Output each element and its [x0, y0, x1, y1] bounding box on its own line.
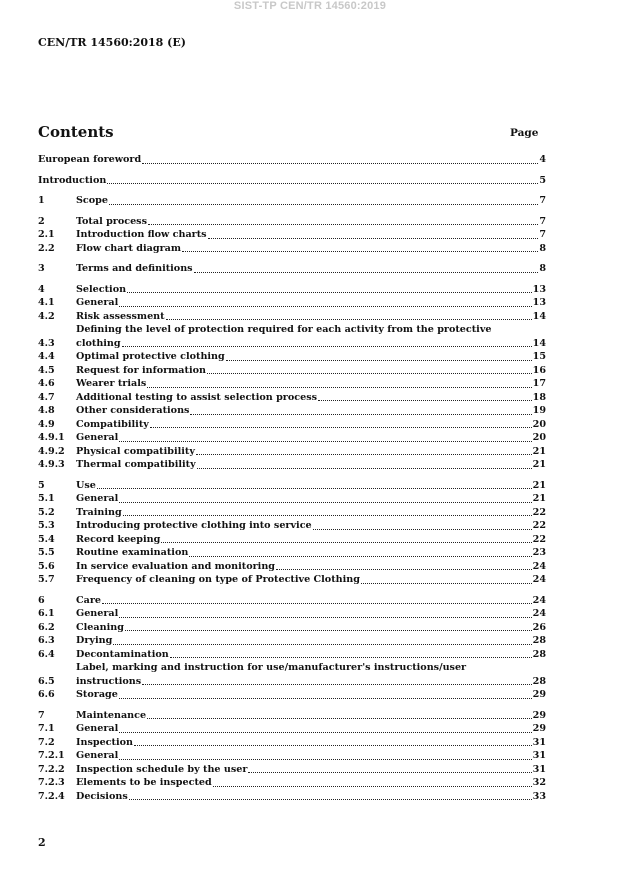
toc-entry[interactable] — [38, 194, 546, 208]
toc-entry-title: Use — [76, 479, 96, 491]
toc-entry-page: 17 — [532, 378, 546, 389]
toc-entry-title: Storage — [76, 689, 118, 700]
toc-entry-page: 28 — [532, 675, 546, 687]
toc-entry-number: 5.2 — [38, 506, 55, 518]
toc-entry[interactable] — [38, 377, 546, 391]
toc-entry-title: In service evaluation and monitoring — [76, 560, 276, 572]
toc-entry-title: Training — [76, 506, 122, 518]
toc-entry-page: 13 — [532, 283, 546, 295]
dot-leader — [361, 583, 532, 584]
dot-leader — [122, 346, 532, 347]
toc-entry-number: 4 — [38, 283, 45, 295]
toc-entry-title: Compatibility — [76, 418, 149, 430]
dot-leader — [318, 400, 532, 401]
dot-leader — [134, 745, 532, 746]
toc-entry-number: 4.4 — [38, 351, 55, 362]
toc-entry[interactable] — [38, 228, 546, 242]
toc-entry-page: 22 — [532, 520, 546, 531]
toc-entry-page: 7 — [539, 215, 546, 227]
dot-leader — [129, 799, 532, 800]
toc-entry[interactable] — [38, 431, 546, 445]
toc-entry-page: 29 — [532, 723, 546, 734]
toc-entry[interactable] — [38, 323, 546, 350]
toc-entry[interactable] — [38, 560, 546, 574]
toc-entry-title: General — [76, 750, 119, 761]
toc-entry[interactable] — [38, 648, 546, 662]
toc-entry-title: Frequency of cleaning on type of Protective Clothing — [76, 574, 360, 585]
toc-entry-number: 4.7 — [38, 391, 55, 403]
toc-entry-number: 5.5 — [38, 547, 55, 558]
toc-entry-number: 4.6 — [38, 378, 55, 389]
dot-leader — [147, 387, 531, 388]
dot-leader — [161, 542, 531, 543]
toc-entry-number: 2.2 — [38, 242, 55, 254]
toc-entry-number: 5.6 — [38, 560, 55, 572]
toc-entry-page: 20 — [532, 432, 546, 443]
toc-entry-page: 21 — [532, 445, 546, 457]
toc-entry-number: 6.6 — [38, 689, 55, 700]
toc-entry-page: 7 — [539, 195, 546, 206]
toc-entry[interactable] — [38, 749, 546, 763]
toc-entry[interactable] — [38, 573, 546, 587]
toc-entry[interactable] — [38, 418, 546, 432]
toc-entry-title: General — [76, 723, 119, 734]
toc-entry-page: 14 — [532, 310, 546, 322]
dot-leader — [147, 718, 532, 719]
toc-entry-number: 6.4 — [38, 648, 55, 660]
dot-leader — [207, 373, 532, 374]
toc-entry-title: Scope — [76, 195, 108, 206]
toc-entry-number: 7.2.2 — [38, 763, 65, 775]
toc-entry-title: Elements to be inspected — [76, 777, 212, 788]
toc-entry-title: Inspection — [76, 736, 133, 748]
toc-entry-number: 5.1 — [38, 493, 55, 504]
toc-entry-number: 2 — [38, 215, 45, 227]
toc-entry-page: 22 — [532, 533, 546, 545]
toc-entry[interactable] — [38, 519, 546, 533]
toc-entry-page: 24 — [532, 574, 546, 585]
toc-entry-title: Care — [76, 594, 102, 606]
toc-entry-title: Introduction flow charts — [76, 229, 207, 240]
toc-entry-title: Request for information — [76, 364, 206, 376]
toc-entry[interactable] — [38, 790, 546, 804]
toc-entry-title: Other considerations — [76, 405, 190, 416]
toc-entry-number: 7.2.1 — [38, 750, 65, 761]
dot-leader — [97, 488, 532, 489]
dot-leader — [182, 251, 538, 252]
toc-entry[interactable] — [38, 445, 546, 459]
toc-entry-number: 4.5 — [38, 364, 55, 376]
toc-entry-number: 3 — [38, 263, 45, 274]
toc-entry-title: Label, marking and instruction for use/manufacturer's instructions/user — [76, 662, 467, 673]
toc-entry-page: 22 — [532, 506, 546, 518]
toc-entry-title-continued: instructions — [76, 675, 142, 687]
dot-leader — [107, 183, 538, 184]
dot-leader — [119, 732, 531, 733]
toc-entry-page: 18 — [532, 391, 546, 403]
contents-heading: Contents — [38, 123, 114, 141]
toc-entry[interactable] — [38, 215, 546, 229]
dot-leader — [102, 603, 532, 604]
toc-entry[interactable] — [38, 153, 546, 167]
toc-entry[interactable] — [38, 262, 546, 276]
toc-entry-title: Drying — [76, 635, 113, 646]
dot-leader — [123, 515, 532, 516]
toc-entry-number: 5 — [38, 479, 45, 491]
dot-leader — [196, 454, 532, 455]
toc-entry[interactable] — [38, 296, 546, 310]
toc-entry-page: 21 — [532, 459, 546, 470]
toc-entry-title: Selection — [76, 283, 127, 295]
toc-entry-page: 8 — [539, 263, 546, 274]
toc-entry[interactable] — [38, 458, 546, 472]
dot-leader — [119, 502, 531, 503]
toc-entry-title: General — [76, 493, 119, 504]
toc-entry[interactable] — [38, 492, 546, 506]
dot-leader — [142, 163, 538, 164]
toc-entry-page: 28 — [532, 648, 546, 660]
toc-entry[interactable] — [38, 479, 546, 493]
toc-entry[interactable] — [38, 621, 546, 635]
toc-entry-number: 4.9.2 — [38, 445, 65, 457]
toc-entry-page: 20 — [532, 418, 546, 430]
toc-entry-number: 7.1 — [38, 723, 55, 734]
watermark: SIST-TP CEN/TR 14560:2019 — [233, 0, 387, 12]
toc-entry-number: 4.9.3 — [38, 459, 65, 470]
dot-leader — [125, 630, 532, 631]
dot-leader — [109, 204, 538, 205]
dot-leader — [142, 684, 531, 685]
toc-entry-page: 31 — [532, 750, 546, 761]
toc-entry-title: Routine examination — [76, 547, 189, 558]
toc-entry[interactable] — [38, 283, 546, 297]
toc-entry[interactable] — [38, 174, 546, 188]
toc-entry[interactable] — [38, 404, 546, 418]
dot-leader — [148, 224, 538, 225]
toc-entry[interactable] — [38, 594, 546, 608]
toc-entry[interactable] — [38, 350, 546, 364]
toc-entry-title: Flow chart diagram — [76, 242, 182, 254]
toc-entry[interactable] — [38, 634, 546, 648]
toc-entry-page: 4 — [539, 154, 546, 165]
toc-entry-page: 29 — [532, 709, 546, 721]
toc-entry-title: General — [76, 297, 119, 308]
toc-entry-title: Total process — [76, 215, 147, 227]
toc-entry-number: 7.2 — [38, 736, 55, 748]
toc-entry-title: Physical compatibility — [76, 445, 195, 457]
dot-leader — [194, 272, 539, 273]
toc-entry-page: 26 — [532, 621, 546, 633]
toc-entry[interactable] — [38, 546, 546, 560]
toc-entry-number: 6.5 — [38, 675, 55, 687]
toc-entry-title: Record keeping — [76, 533, 161, 545]
toc-entry[interactable] — [38, 688, 546, 702]
toc-entry-page: 28 — [532, 635, 546, 646]
toc-entry-page: 16 — [532, 364, 546, 376]
toc-entry[interactable] — [38, 607, 546, 621]
toc-entry-number: 2.1 — [38, 229, 55, 240]
toc-entry[interactable] — [38, 364, 546, 378]
toc-entry-page: 31 — [532, 763, 546, 775]
dot-leader — [213, 786, 532, 787]
dot-leader — [248, 772, 531, 773]
toc-entry[interactable] — [38, 310, 546, 324]
toc-entry-page: 24 — [532, 560, 546, 572]
toc-entry-page: 33 — [532, 790, 546, 802]
toc-entry-title: Maintenance — [76, 709, 147, 721]
toc-entry-title: General — [76, 432, 119, 443]
toc-entry-number: 6 — [38, 594, 45, 606]
toc-entry-number: 1 — [38, 195, 45, 206]
toc-entry-number: 5.7 — [38, 574, 55, 585]
dot-leader — [119, 441, 531, 442]
document-id: CEN/TR 14560:2018 (E) — [38, 36, 186, 49]
toc-entry-number: 7.2.4 — [38, 790, 65, 802]
dot-leader — [190, 414, 531, 415]
toc-entry[interactable] — [38, 736, 546, 750]
toc-entry-page: 32 — [532, 777, 546, 788]
dot-leader — [127, 292, 532, 293]
toc-entry-number: 4.9 — [38, 418, 55, 430]
toc-entry[interactable] — [38, 242, 546, 256]
toc-entry-page: 24 — [532, 594, 546, 606]
toc-entry-number: 6.3 — [38, 635, 55, 646]
toc-entry-title: Terms and definitions — [76, 263, 193, 274]
toc-entry[interactable] — [38, 709, 546, 723]
page-number: 2 — [38, 836, 46, 849]
toc-entry-number: 4.9.1 — [38, 432, 65, 443]
toc-entry-number: 5.4 — [38, 533, 55, 545]
dot-leader — [150, 427, 532, 428]
dot-leader — [119, 759, 531, 760]
table-of-contents — [38, 153, 546, 803]
toc-entry[interactable] — [38, 661, 546, 688]
toc-entry-title-continued: clothing — [76, 337, 121, 349]
toc-entry-page: 21 — [532, 493, 546, 504]
toc-entry-title: Decisions — [76, 790, 128, 802]
dot-leader — [276, 569, 532, 570]
dot-leader — [208, 238, 539, 239]
toc-entry-title: Optimal protective clothing — [76, 351, 225, 362]
toc-entry-number: 4.2 — [38, 310, 55, 322]
toc-entry-title: Defining the level of protection required for each activity from the protective — [76, 324, 492, 335]
toc-entry-number: 5.3 — [38, 520, 55, 531]
dot-leader — [226, 360, 532, 361]
toc-entry-number: 7.2.3 — [38, 777, 65, 788]
toc-entry-title: Inspection schedule by the user — [76, 763, 248, 775]
dot-leader — [119, 306, 531, 307]
toc-entry-page: 24 — [532, 608, 546, 619]
dot-leader — [313, 529, 532, 530]
dot-leader — [189, 556, 531, 557]
toc-entry-title: European foreword — [38, 154, 142, 165]
toc-entry-page: 23 — [532, 547, 546, 558]
toc-entry-title: Introduction — [38, 174, 107, 186]
toc-entry-number: 6.2 — [38, 621, 55, 633]
toc-entry-page: 29 — [532, 689, 546, 700]
toc-entry-number: 4.1 — [38, 297, 55, 308]
toc-entry-page: 8 — [539, 242, 546, 254]
dot-leader — [197, 468, 532, 469]
page-column-label: Page — [510, 127, 539, 139]
dot-leader — [166, 319, 532, 320]
toc-entry-title: Risk assessment — [76, 310, 165, 322]
toc-entry-page: 31 — [532, 736, 546, 748]
toc-entry-title: Additional testing to assist selection process — [76, 391, 317, 403]
toc-entry-title: Decontamination — [76, 648, 169, 660]
toc-entry-page: 5 — [539, 174, 546, 186]
toc-entry[interactable] — [38, 722, 546, 736]
dot-leader — [113, 644, 531, 645]
toc-entry-title: Thermal compatibility — [76, 459, 196, 470]
toc-entry-page: 21 — [532, 479, 546, 491]
toc-entry-page: 7 — [539, 229, 546, 240]
toc-entry[interactable] — [38, 506, 546, 520]
toc-entry-number: 4.3 — [38, 337, 55, 349]
toc-entry-number: 7 — [38, 709, 45, 721]
dot-leader — [119, 698, 532, 699]
toc-entry-title: General — [76, 608, 119, 619]
toc-entry[interactable] — [38, 763, 546, 777]
toc-entry-page: 15 — [532, 351, 546, 362]
toc-entry-page: 19 — [532, 405, 546, 416]
toc-entry[interactable] — [38, 776, 546, 790]
toc-entry[interactable] — [38, 391, 546, 405]
toc-entry-title: Cleaning — [76, 621, 124, 633]
toc-entry-page: 13 — [532, 297, 546, 308]
toc-entry-title: Introducing protective clothing into service — [76, 520, 312, 531]
dot-leader — [170, 657, 532, 658]
toc-entry[interactable] — [38, 533, 546, 547]
dot-leader — [119, 617, 531, 618]
toc-entry-title: Wearer trials — [76, 378, 147, 389]
toc-entry-number: 4.8 — [38, 405, 55, 416]
toc-entry-number: 6.1 — [38, 608, 55, 619]
toc-entry-page: 14 — [532, 337, 546, 349]
